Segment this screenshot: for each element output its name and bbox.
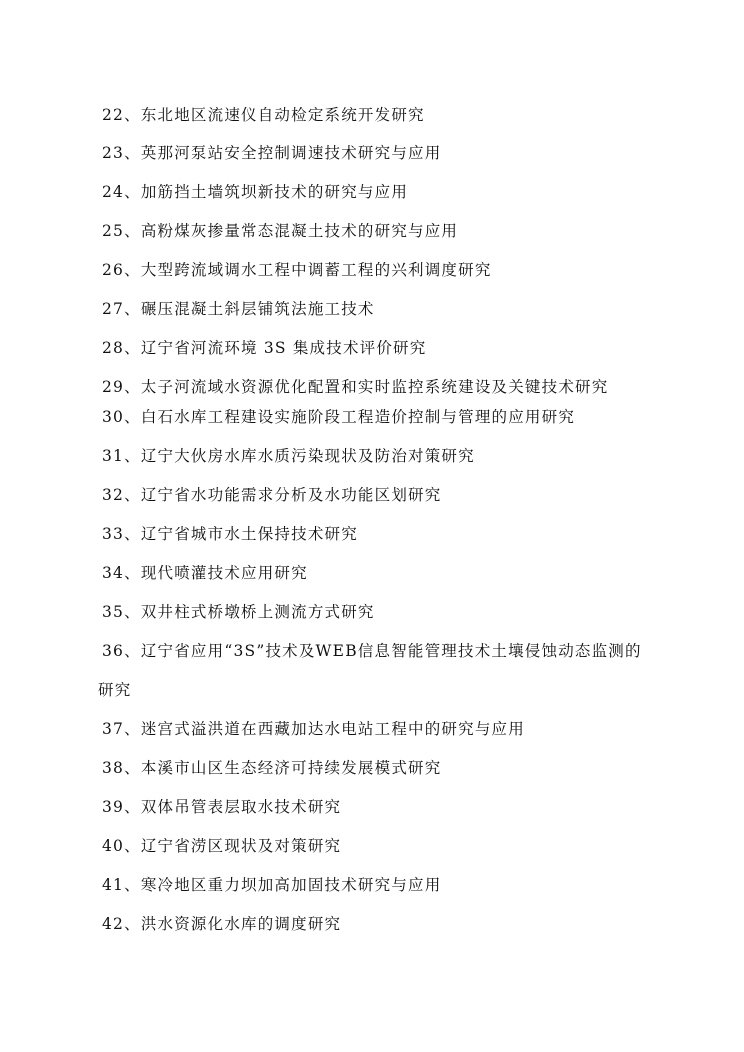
list-item-26: 26、大型跨流域调水工程中调蓄工程的兴利调度研究 bbox=[102, 261, 492, 279]
list-item-25: 25、高粉煤灰掺量常态混凝土技术的研究与应用 bbox=[102, 222, 459, 240]
list-item-27: 27、碾压混凝土斜层铺筑法施工技术 bbox=[102, 300, 375, 318]
list-item-31: 31、辽宁大伙房水库水质污染现状及防治对策研究 bbox=[102, 447, 475, 465]
list-item-34: 34、现代喷灌技术应用研究 bbox=[102, 564, 308, 582]
list-item-30: 30、白石水库工程建设实施阶段工程造价控制与管理的应用研究 bbox=[102, 408, 576, 426]
list-item-36: 36、辽宁省应用“3S”技术及WEB信息智能管理技术土壤侵蚀动态监测的 bbox=[102, 642, 642, 660]
list-item-22: 22、东北地区流速仪自动检定系统开发研究 bbox=[102, 106, 425, 124]
list-item-24: 24、加筋挡土墙筑坝新技术的研究与应用 bbox=[102, 183, 409, 201]
list-item-39: 39、双体吊管表层取水技术研究 bbox=[102, 798, 342, 816]
list-item-37: 37、迷宫式溢洪道在西藏加达水电站工程中的研究与应用 bbox=[102, 720, 525, 738]
list-item-35: 35、双井柱式桥墩桥上测流方式研究 bbox=[102, 603, 375, 621]
list-item-33: 33、辽宁省城市水土保持技术研究 bbox=[102, 525, 358, 543]
list-item-23: 23、英那河泵站安全控制调速技术研究与应用 bbox=[102, 144, 442, 162]
list-item-36-continuation: 研究 bbox=[98, 681, 132, 699]
list-item-28: 28、辽宁省河流环境 3S 集成技术评价研究 bbox=[102, 339, 427, 357]
list-item-40: 40、辽宁省涝区现状及对策研究 bbox=[102, 837, 342, 855]
list-item-32: 32、辽宁省水功能需求分析及水功能区划研究 bbox=[102, 486, 442, 504]
list-item-38: 38、本溪市山区生态经济可持续发展模式研究 bbox=[102, 759, 442, 777]
list-item-41: 41、寒冷地区重力坝加高加固技术研究与应用 bbox=[102, 876, 442, 894]
list-item-42: 42、洪水资源化水库的调度研究 bbox=[102, 915, 342, 933]
list-item-29: 29、太子河流域水资源优化配置和实时监控系统建设及关键技术研究 bbox=[102, 378, 609, 396]
